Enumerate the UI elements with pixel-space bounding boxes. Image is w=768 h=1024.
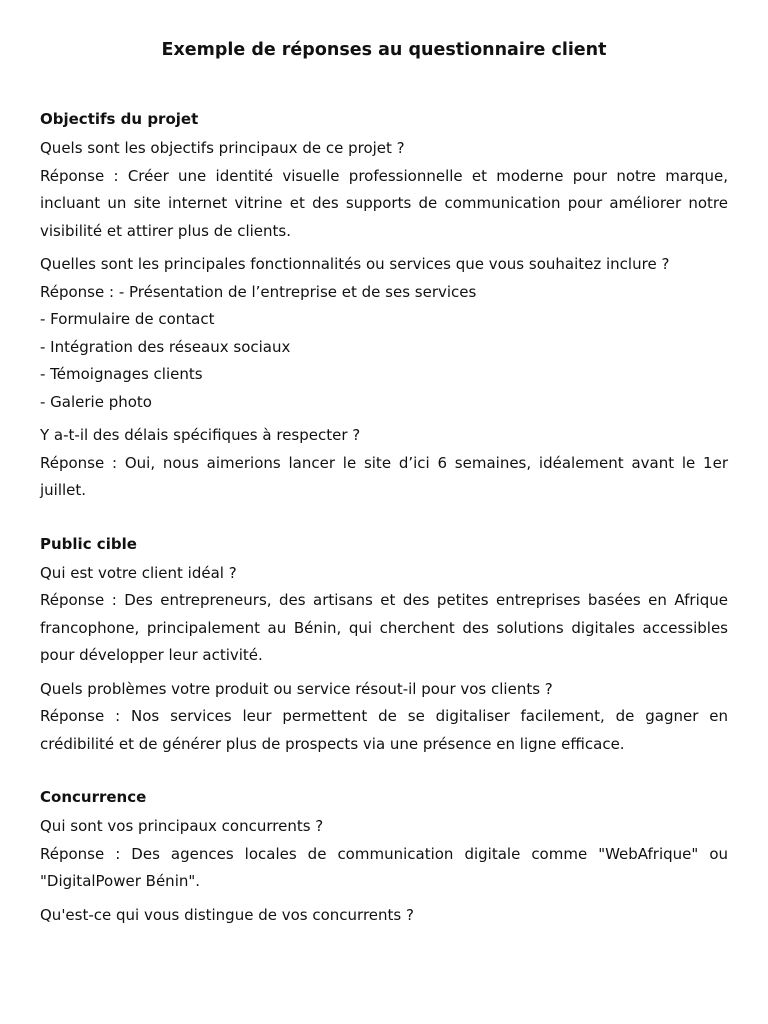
answer-list-item: - Galerie photo (40, 392, 152, 411)
section-concurrence (40, 786, 728, 929)
question-text: Quels problèmes votre produit ou service résout-il pour vos clients ? (40, 679, 553, 698)
answer-text: Réponse : Nos services leur permettent de se digitaliser facilement, de gagner en crédibilité et de générer plus de prospects via une présence en ligne efficace. (40, 707, 728, 753)
section-heading: Public cible (40, 534, 137, 553)
answer-text: Réponse : Des entrepreneurs, des artisans et des petites entreprises basées en Afrique francophone, principalement au Bénin, qui cherchent des solutions digitales accessibles pour développer leur activité. (40, 591, 728, 664)
qa-item (40, 422, 728, 505)
answer-list-item: - Intégration des réseaux sociaux (40, 337, 291, 356)
section-spacer (40, 511, 728, 533)
document-title: Exemple de réponses au questionnaire client (161, 40, 607, 60)
answer-text: Réponse : Oui, nous aimerions lancer le site d’ici 6 semaines, idéalement avant le 1er juillet. (40, 453, 728, 499)
section-public-cible (40, 533, 728, 759)
qa-item (40, 813, 728, 896)
qa-item (40, 902, 728, 930)
question-text: Y a-t-il des délais spécifiques à respecter ? (40, 426, 361, 444)
question-text: Quels sont les objectifs principaux de ce projet ? (40, 139, 405, 157)
answer-text: Réponse : Créer une identité visuelle professionnelle et moderne pour notre marque, incluant un site internet vitrine et des supports de communication pour améliorer notre visibilité et attirer plus de clients. (40, 166, 728, 240)
answer-list-item: - Formulaire de contact (40, 310, 215, 328)
qa-item (40, 560, 728, 670)
section-heading: Objectifs du projet (40, 110, 199, 128)
question-text: Qui sont vos principaux concurrents ? (40, 817, 324, 835)
question-text: Quelles sont les principales fonctionnalités ou services que vous souhaitez inclure ? (40, 255, 670, 273)
section-spacer (40, 764, 728, 786)
answer-list-item: - Témoignages clients (40, 365, 203, 383)
answer-text: Réponse : Des agences locales de communication digitale comme "WebAfrique" ou "DigitalPower Bénin". (40, 844, 728, 890)
document-body (40, 108, 728, 935)
section-objectifs (40, 108, 728, 505)
answer-line: Réponse : - Présentation de l’entreprise et de ses services (40, 282, 477, 301)
question-text: Qui est votre client idéal ? (40, 563, 237, 582)
qa-item (40, 676, 728, 759)
qa-item (40, 135, 728, 245)
qa-item (40, 251, 728, 416)
section-heading: Concurrence (40, 788, 147, 806)
question-text: Qu'est-ce qui vous distingue de vos concurrents ? (40, 905, 414, 924)
